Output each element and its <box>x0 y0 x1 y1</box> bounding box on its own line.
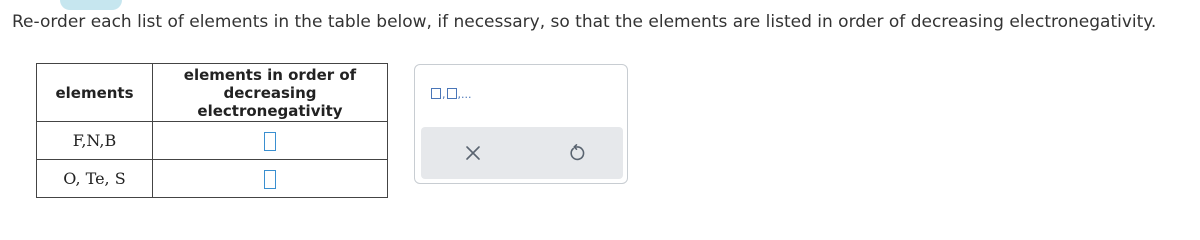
list-template-button[interactable]: , ,... <box>431 88 472 99</box>
answer-input[interactable] <box>264 132 276 151</box>
template-box-icon <box>431 88 441 99</box>
answer-cell <box>153 160 388 198</box>
clear-button[interactable] <box>461 141 485 165</box>
table-header-row <box>37 64 388 122</box>
undo-icon <box>565 141 589 165</box>
action-bar <box>421 127 623 179</box>
question-prompt: Re-order each list of elements in the table below, if necessary, so that the elements are listed in order of decreasing electronegativity. <box>12 12 1157 32</box>
header-ordered-elements <box>153 64 388 122</box>
elements-cell: F,N,B <box>37 122 153 160</box>
header-elements: elements <box>37 64 153 122</box>
undo-button[interactable] <box>565 141 589 165</box>
table-row <box>37 122 388 160</box>
elements-table <box>36 63 388 198</box>
elements-cell: O, Te, S <box>37 160 153 198</box>
answer-cell <box>153 122 388 160</box>
top-tab-decoration <box>60 0 122 10</box>
close-icon <box>461 141 485 165</box>
template-box-icon <box>447 88 457 99</box>
answer-input[interactable] <box>264 170 276 189</box>
table-row <box>37 160 388 198</box>
answer-tools-panel <box>414 64 628 184</box>
header-ordered-line2: decreasing electronegativity <box>197 83 343 120</box>
header-ordered-line1: elements in order of <box>183 65 357 84</box>
